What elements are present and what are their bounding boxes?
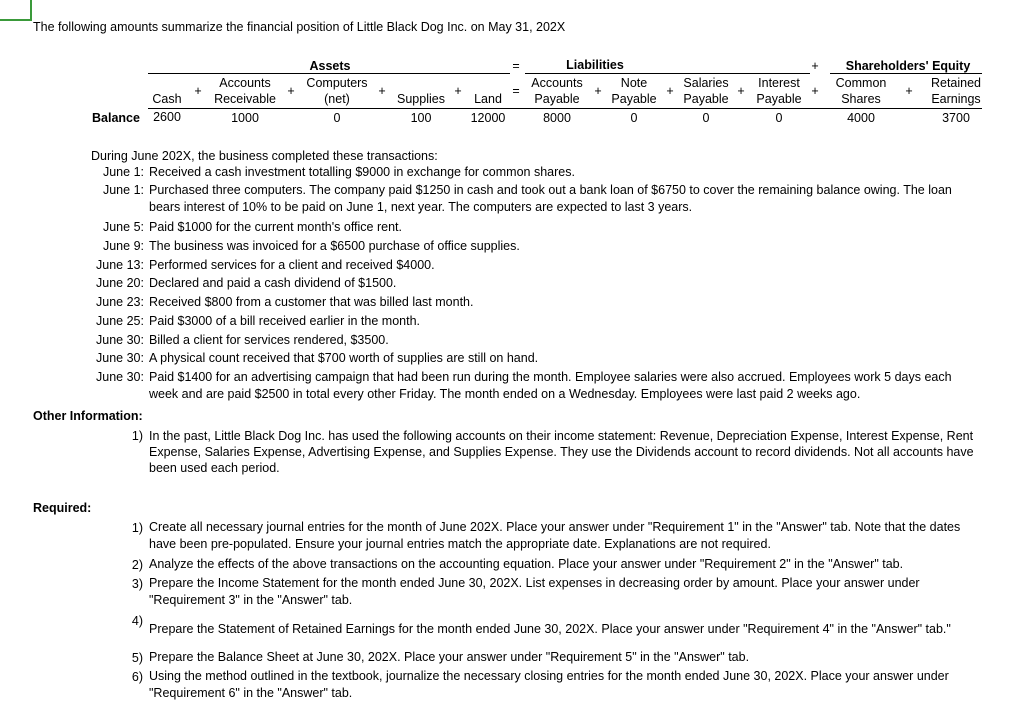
header-underline	[148, 108, 982, 109]
transaction-date: June 5:	[102, 220, 144, 234]
column-header-common-shares: Common Shares	[835, 76, 887, 106]
equals-sign: =	[512, 84, 520, 98]
balance-retained-earnings: 3700	[942, 111, 970, 125]
transaction-date: June 13:	[96, 258, 144, 272]
liabilities-rule	[525, 73, 810, 74]
transaction-text: Received a cash investment totalling $9000 in exchange for common shares.	[149, 165, 575, 179]
column-header-computers-net: Computers (net)	[306, 76, 368, 106]
balance-note-payable: 0	[630, 111, 638, 125]
required-heading: Required:	[33, 501, 92, 515]
equals-sign: =	[512, 59, 520, 73]
other-information-heading: Other Information:	[33, 409, 143, 423]
balance-common-shares: 4000	[847, 111, 875, 125]
item-text: Analyze the effects of the above transactions on the accounting equation. Place your answer under "Requirement 2" in the "Answer" tab.	[149, 557, 904, 571]
column-header-note-payable: Note Payable	[611, 76, 657, 106]
item-number: 6)	[131, 670, 143, 684]
item-number: 5)	[131, 651, 143, 665]
item-number: 1)	[131, 521, 143, 535]
transaction-date: June 20:	[96, 276, 144, 290]
transaction-date: June 30:	[96, 370, 144, 384]
cell-selection-marker	[0, 19, 32, 21]
plus-sign: +	[287, 84, 295, 98]
liabilities-group-label: Liabilities	[566, 58, 624, 72]
balance-land: 12000	[470, 111, 506, 125]
column-header-supplies: Supplies	[397, 92, 445, 106]
plus-sign: +	[454, 84, 462, 98]
column-header-land: Land	[474, 92, 502, 106]
balance-accounts-receivable: 1000	[231, 111, 259, 125]
transaction-date: June 30:	[96, 351, 144, 365]
transactions-intro: During June 202X, the business completed these transactions:	[91, 149, 438, 163]
balance-accounts-payable: 8000	[543, 111, 571, 125]
transaction-text: week and are paid $2500 in total every other Friday. The month ended on a Wednesday. Employees were last paid 2 weeks ago.	[149, 387, 861, 401]
item-number: 4)	[131, 614, 143, 628]
transaction-date: June 1:	[102, 183, 144, 197]
column-header-cash: Cash	[152, 92, 182, 106]
item-text: Prepare the Statement of Retained Earnings for the month ended June 30, 202X. Place your answer under "Requirement 4" in the "Answer" tab."	[149, 622, 951, 636]
transaction-date: June 1:	[102, 165, 144, 179]
transaction-text: A physical count received that $700 worth of supplies are still on hand.	[149, 351, 539, 365]
transaction-date: June 9:	[102, 239, 144, 253]
page-title: The following amounts summarize the financial position of Little Black Dog Inc. on May 31, 202X	[33, 20, 566, 34]
plus-sign: +	[737, 84, 745, 98]
assets-group-label: Assets	[309, 59, 351, 73]
transaction-text: Purchased three computers. The company paid $1250 in cash and took out a bank loan of $6750 to cover the remaining balance owing. The loan	[149, 183, 952, 197]
cell-selection-marker	[30, 0, 32, 20]
column-header-salaries-payable: Salaries Payable	[683, 76, 729, 106]
balance-cash: 2600	[153, 110, 181, 124]
balance-row-label: Balance	[92, 111, 140, 125]
transaction-text: Received $800 from a customer that was billed last month.	[149, 295, 474, 309]
balance-interest-payable: 0	[775, 111, 783, 125]
transaction-text: Performed services for a client and received $4000.	[149, 258, 435, 272]
item-text: In the past, Little Black Dog Inc. has used the following accounts on their income statement: Revenue, Depreciation Expense, Interest Expense, Rent	[149, 429, 974, 443]
column-header-retained-earnings: Retained Earnings	[930, 76, 982, 106]
item-text: Create all necessary journal entries for the month of June 202X. Place your answer under "Requirement 1" in the "Answer" tab. Note that the dates	[149, 520, 961, 534]
transaction-date: June 25:	[96, 314, 144, 328]
plus-sign: +	[666, 84, 674, 98]
item-text: Prepare the Balance Sheet at June 30, 202X. Place your answer under "Requirement 5" in the "Answer" tab.	[149, 650, 750, 664]
transaction-text: Paid $1400 for an advertising campaign that had been run during the month. Employee salaries were also accrued. Employees work 5 days each	[149, 370, 952, 384]
plus-sign: +	[194, 84, 202, 98]
transaction-text: Paid $3000 of a bill received earlier in the month.	[149, 314, 420, 328]
transaction-date: June 30:	[96, 333, 144, 347]
item-text: Prepare the Income Statement for the month ended June 30, 202X. List expenses in decreasing order by amount. Place your answer under	[149, 576, 920, 590]
item-text: been used each period.	[149, 461, 280, 475]
transaction-text: The business was invoiced for a $6500 purchase of office supplies.	[149, 239, 520, 253]
transaction-text: Billed a client for services rendered, $3500.	[149, 333, 389, 347]
balance-supplies: 100	[410, 111, 432, 125]
item-text: "Requirement 6" in the "Answer" tab.	[149, 686, 353, 700]
plus-sign: +	[905, 84, 913, 98]
transaction-date: June 23:	[96, 295, 144, 309]
plus-sign: +	[811, 59, 819, 73]
column-header-accounts-receivable: Accounts Receivable	[214, 76, 276, 106]
column-header-interest-payable: Interest Payable	[756, 76, 802, 106]
plus-sign: +	[378, 84, 386, 98]
assets-rule	[148, 73, 510, 74]
equity-group-label: Shareholders' Equity	[845, 59, 971, 73]
balance-salaries-payable: 0	[702, 111, 710, 125]
item-number: 2)	[131, 558, 143, 572]
item-number: 3)	[131, 577, 143, 591]
column-header-accounts-payable: Accounts Payable	[531, 76, 583, 106]
transaction-text: bears interest of 10% to be paid on June 1, next year. The computers are expected to last 3 years.	[149, 200, 693, 214]
transaction-text: Declared and paid a cash dividend of $1500.	[149, 276, 397, 290]
item-text: "Requirement 3" in the "Answer" tab.	[149, 593, 353, 607]
balance-computers: 0	[333, 111, 341, 125]
item-text: Expense, Salaries Expense, Advertising Expense, and Supplies Expense. They use the Dividends account to record dividends. Not all accounts have	[149, 445, 974, 459]
item-text: have been pre-populated. Ensure your journal entries match the appropriate date. Explanations are not required.	[149, 537, 771, 551]
plus-sign: +	[594, 84, 602, 98]
item-text: Using the method outlined in the textbook, journalize the necessary closing entries for the month ended June 30, 202X. Place your answer under	[149, 669, 949, 683]
item-number: 1)	[131, 429, 143, 443]
transaction-text: Paid $1000 for the current month's office rent.	[149, 220, 402, 234]
plus-sign: +	[811, 84, 819, 98]
equity-rule	[830, 73, 982, 74]
